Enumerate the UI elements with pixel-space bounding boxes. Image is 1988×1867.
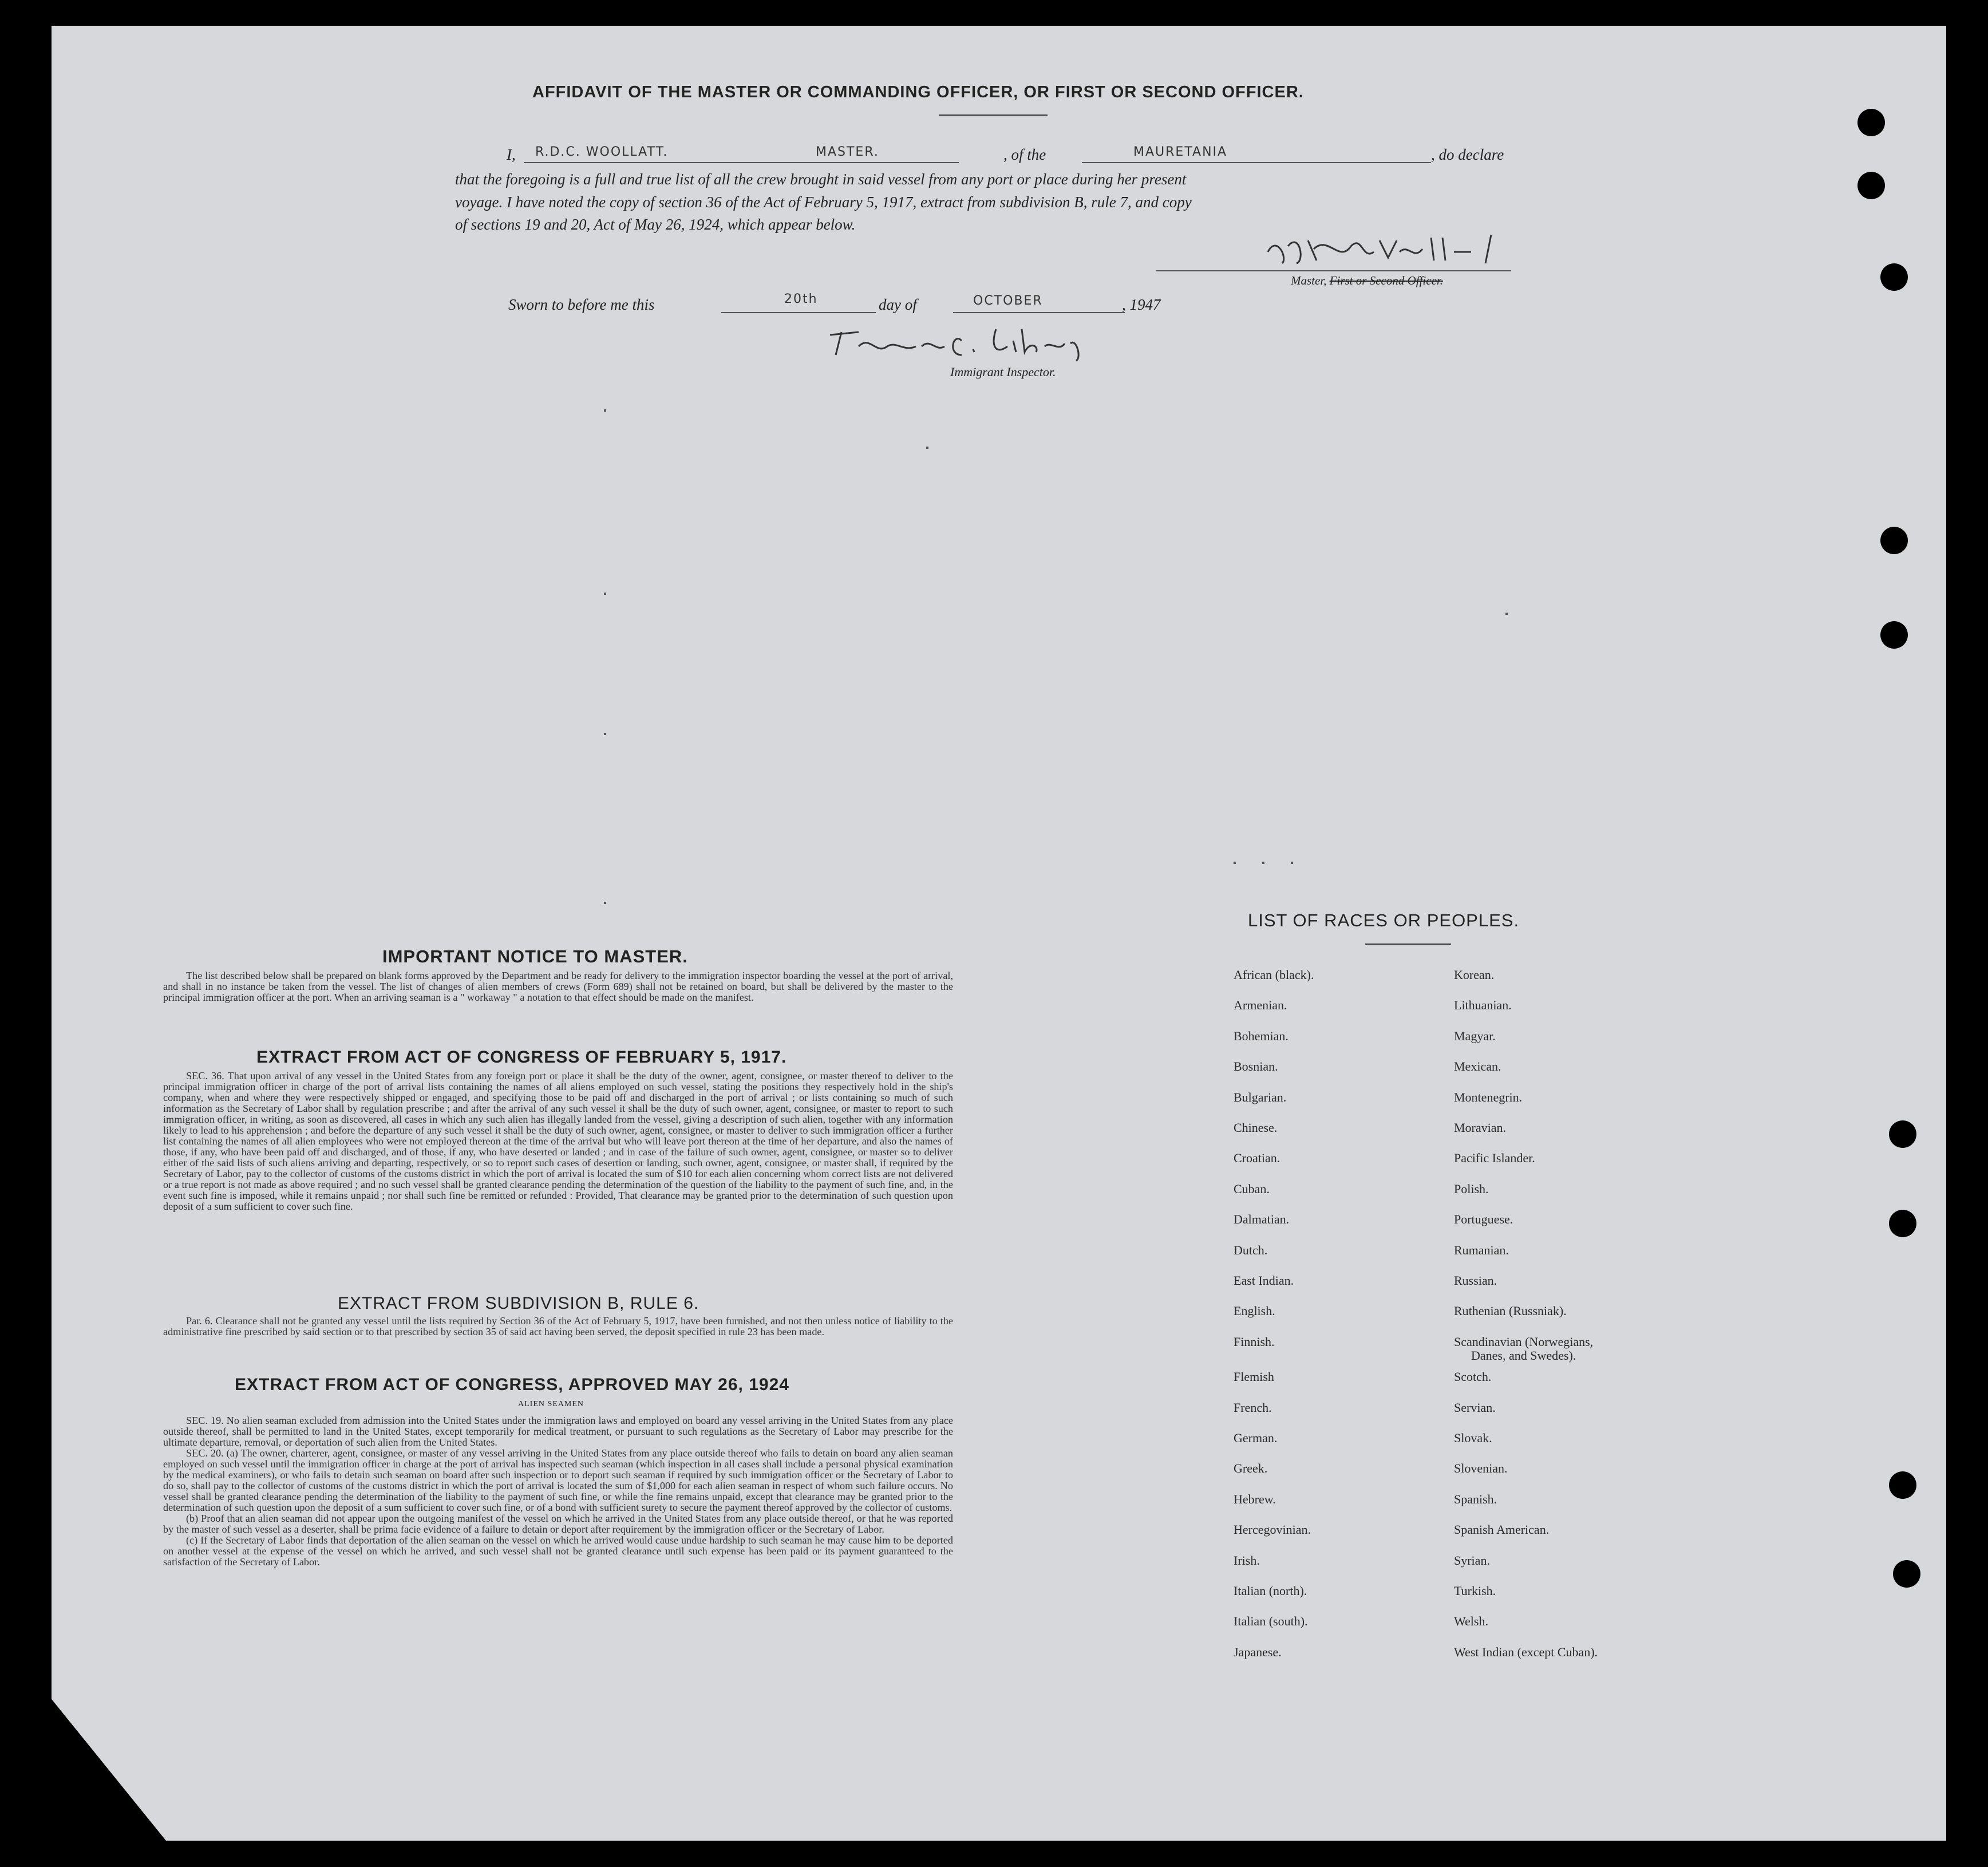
master-caption-prefix: Master, [1291,274,1327,287]
master-signature [1265,229,1523,275]
race-item: Scandinavian (Norwegians, [1454,1334,1594,1349]
master-caption-struck: First or Second Officer. [1329,274,1443,287]
race-item: German. [1234,1431,1278,1445]
master-sig-line [1156,270,1511,271]
race-item: Spanish American. [1454,1522,1550,1537]
affidavit-line-2: voyage. I have noted the copy of section 36 of the Act of February 5, 1917, extract from subdivision B, rule 7, and copy [455,194,1192,211]
races-title-rule [1365,944,1451,945]
race-item: Italian (south). [1234,1614,1308,1629]
extract-1924-text [163,1415,953,1568]
title-rule [939,115,1048,116]
sworn-month: OCTOBER [973,294,1043,308]
race-item: Turkish. [1454,1584,1496,1598]
race-item: Welsh. [1454,1614,1488,1629]
extract-1924-p3: (b) Proof that an alien seaman did not appear upon the outgoing manifest of the vessel on which he arrived in the United States from any place outside thereof, or that he was reported by the master of such vessel as a deserter, shall be prima facie evidence of a failure to detain or deport after requirement by the immigration officer or the Secretary of Labor. [163,1513,953,1535]
speck [1262,862,1264,864]
race-item: Magyar. [1454,1028,1496,1043]
speck [1291,862,1293,864]
race-item: Bulgarian. [1234,1090,1287,1104]
race-item: Pacific Islander. [1454,1151,1535,1166]
race-item: Slovenian. [1454,1461,1508,1476]
master-name: R.D.C. WOOLLATT. [535,145,669,159]
punch-hole [1889,1471,1916,1499]
extract-1924-p1: SEC. 19. No alien seaman excluded from admission into the United States under the immigration laws and employed on board any vessel arriving in the United States from any place outside thereof, shall be permitted to land in the United States, except temporarily for medical treatment, or pursuant to such regulations as the Secretary of Labor may prescribe for the ultimate departure, removal, or deportation of such alien from the United States. [163,1415,953,1448]
speck [604,902,606,904]
affidavit-line-1: that the foregoing is a full and true list of all the crew brought in said vessel from any port or place during her present [455,171,1187,188]
notice-text [163,970,953,1003]
speck [604,409,606,412]
race-item: Chinese. [1234,1120,1278,1135]
race-item: Polish. [1454,1181,1489,1196]
punch-hole [1889,1210,1916,1237]
extract-1924-p4: (c) If the Secretary of Labor finds that deportation of the alien seaman on the vessel on which he arrived would cause undue hardship to such seaman he may cause him to be deported on another vessel at the expense of the vessel on which he arrived, and such vessel shall not be granted clearance until such expense has been paid or its payment guaranteed to the satisfaction of the Secretary of Labor. [163,1534,953,1568]
master-caption [1291,274,1443,288]
race-item: Greek. [1234,1461,1268,1476]
affidavit-line-3: of sections 19 and 20, Act of May 26, 1924, which appear below. [455,216,856,233]
race-item: West Indian (except Cuban). [1454,1644,1598,1659]
speck [926,447,928,449]
punch-hole [1889,1120,1916,1148]
race-item: Cuban. [1234,1181,1270,1196]
races-title: LIST OF RACES OR PEOPLES. [1248,910,1520,930]
extract-1924-p2: SEC. 20. (a) The owner, charterer, agent, consignee, or master of any vessel arriving in the United States from any place outside thereof who fails to detain on board any alien seaman employed on such vessel until the immigration officer in charge at the port of arrival has inspected such seaman (which inspection in all cases shall include a personal physical examination by the medical examiners), or who fails to detain such seaman on board after such inspection or to deport such seaman if required by such immigration officer or the Secretary of Labor to do so, shall pay to the collector of customs of the customs district in which the port of arrival is located the sum of $1,000 for each alien seaman in respect of whom such failure occurs. No vessel shall be granted clearance pending the determination of the liability to the payment of such fine, or while the fine remains unpaid, except that clearance may be granted prior to the determination of such question upon the deposit of a sum sufficient to cover such fine, or of a bond with sufficient surety to secure the payment thereof approved by the collector of customs. [163,1447,953,1513]
vessel-name: MAURETANIA [1133,145,1228,159]
race-item: Rumanian. [1454,1242,1509,1257]
notice-title: IMPORTANT NOTICE TO MASTER. [382,946,688,966]
race-item: Mexican. [1454,1059,1501,1074]
affidavit-title: AFFIDAVIT OF THE MASTER OR COMMANDING OFFICER, OR FIRST OR SECOND OFFICER. [532,83,1304,101]
race-item: Bosnian. [1234,1059,1278,1074]
race-item: Servian. [1454,1400,1496,1415]
extract-1917-paragraph: SEC. 36. That upon arrival of any vessel in the United States from any foreign port or place it shall be the duty of the owner, agent, consignee, or master thereof to deliver to the principal immigration officer in charge of the port of arrival lists containing the names of all aliens employed on such vessel, stating the positions they respectively hold in the ship's company, when and where they were respectively shipped or engaged, and specifying those to be paid off and discharged in the port of arrival ; or lists containing so much of such information as the Secretary of Labor shall by regulation prescribe ; and after the arrival of any such vessel it shall be the duty of such owner, agent, consignee, or master to report to such immigration officer, in writing, as soon as discovered, all cases in which any such alien has illegally landed from the vessel, giving a description of such alien, together with any information likely to lead to his apprehension ; and before the departure of any such vessel it shall be the duty of such owner, agent, consignee, or master to deliver to such immigration officer a further list containing the names of all alien employees who were not employed thereon at the time of the arrival but who will leave port thereon at the time of her departure, and also the names of those, if any, who have been paid off and discharged, and of those, if any, who have deserted or landed ; and in case of the failure of such owner, agent, consignee, or master so to deliver either of the said lists of such aliens arriving and departing, respectively, or so to report such cases of desertion or landing, such owner, agent, consignee, or master shall, if required by the Secretary of Labor, pay to the collector of customs of the customs district in which the port of arrival is located the sum of $10 for each alien concerning whom correct lists are not delivered or a true report is not made as above required ; and no such vessel shall be granted clearance pending the determination of the question of the liability to the payment of such fine, and, in the event such fine is imposed, while it remains unpaid ; nor shall such fine be remitted or refunded : Provided, That clearance may be granted prior to the determination of such question upon deposit of a sum sufficient to cover such fine. [163,1070,953,1212]
punch-hole [1880,621,1908,649]
month-underline [953,312,1125,313]
punch-hole [1893,1560,1920,1588]
race-item: Dutch. [1234,1242,1268,1257]
race-item: Portuguese. [1454,1212,1513,1227]
race-item: Hebrew. [1234,1491,1276,1506]
notice-paragraph: The list described below shall be prepared on blank forms approved by the Department and be ready for delivery to the immigration inspector boarding the vessel at the port of arrival, and shall in no instance be taken from the vessel. The list of changes of alien members of crews (Form 689) shall not be retained on board, but shall be delivered by the master to the principal immigration officer at the port. When an arriving seaman is a " workaway " a notation to that effect should be made on the manifest. [163,970,953,1003]
of-the-label: , of the [1003,146,1046,163]
extract-1924-subtitle: ALIEN SEAMEN [518,1400,584,1408]
subdivision-paragraph: Par. 6. Clearance shall not be granted any vessel until the lists required by Section 36 of the Act of February 5, 1917, have been furnished, and not then unless notice of liability to the administrative fine prescribed by said section or to that prescribed by section 35 of said act having been served, the deposit specified in rule 23 has been made. [163,1315,953,1337]
extract-1917-text [163,1071,953,1212]
race-item: French. [1234,1400,1272,1415]
race-item: Armenian. [1234,998,1287,1013]
race-item: Finnish. [1234,1334,1275,1349]
speck [604,593,606,595]
subdivision-text [163,1316,953,1337]
i-label: I, [507,146,516,163]
race-item: Croatian. [1234,1151,1280,1166]
race-item: Scotch. [1454,1369,1492,1384]
speck [1505,613,1508,615]
speck [604,733,606,735]
name-underline [524,162,959,163]
race-item: Slovak. [1454,1431,1492,1445]
master-rank: MASTER. [816,145,879,159]
extract-1917-title: EXTRACT FROM ACT OF CONGRESS OF FEBRUARY 5, 1917. [256,1048,787,1067]
race-item: Ruthenian (Russniak). [1454,1304,1567,1319]
race-item: Moravian. [1454,1120,1507,1135]
inspector-caption: Immigrant Inspector. [950,365,1056,379]
sworn-year: , 1947 [1122,296,1161,313]
race-item: Hercegovinian. [1234,1522,1311,1537]
speck [1234,862,1236,864]
race-item: Russian. [1454,1273,1497,1288]
inspector-signature [824,323,1093,364]
race-item: African (black). [1234,968,1314,982]
do-declare-label: , do declare [1431,146,1504,163]
race-item: Dalmatian. [1234,1212,1290,1227]
race-item: Korean. [1454,968,1495,982]
race-item: Montenegrin. [1454,1090,1523,1104]
race-item: Flemish [1234,1369,1274,1384]
punch-hole [1857,172,1885,199]
race-item: Lithuanian. [1454,998,1512,1013]
punch-hole [1880,263,1908,291]
punch-hole [1857,109,1885,136]
day-underline [721,312,876,313]
subdivision-title: EXTRACT FROM SUBDIVISION B, RULE 6. [338,1294,699,1313]
race-item: English. [1234,1304,1275,1319]
day-of-label: day of [879,296,917,313]
race-item: Spanish. [1454,1491,1497,1506]
race-item: East Indian. [1234,1273,1294,1288]
race-item: Syrian. [1454,1553,1490,1568]
race-scandinavian-cont: Danes, and Swedes). [1471,1348,1576,1363]
vessel-underline [1082,162,1431,163]
sworn-label: Sworn to before me this [508,296,655,313]
race-item: Bohemian. [1234,1028,1289,1043]
race-item: Irish. [1234,1553,1260,1568]
race-item: Italian (north). [1234,1584,1307,1598]
race-item: Japanese. [1234,1644,1282,1659]
punch-hole [1880,527,1908,554]
extract-1924-title: EXTRACT FROM ACT OF CONGRESS, APPROVED MAY 26, 1924 [235,1375,789,1394]
sworn-day: 20th [784,292,818,306]
